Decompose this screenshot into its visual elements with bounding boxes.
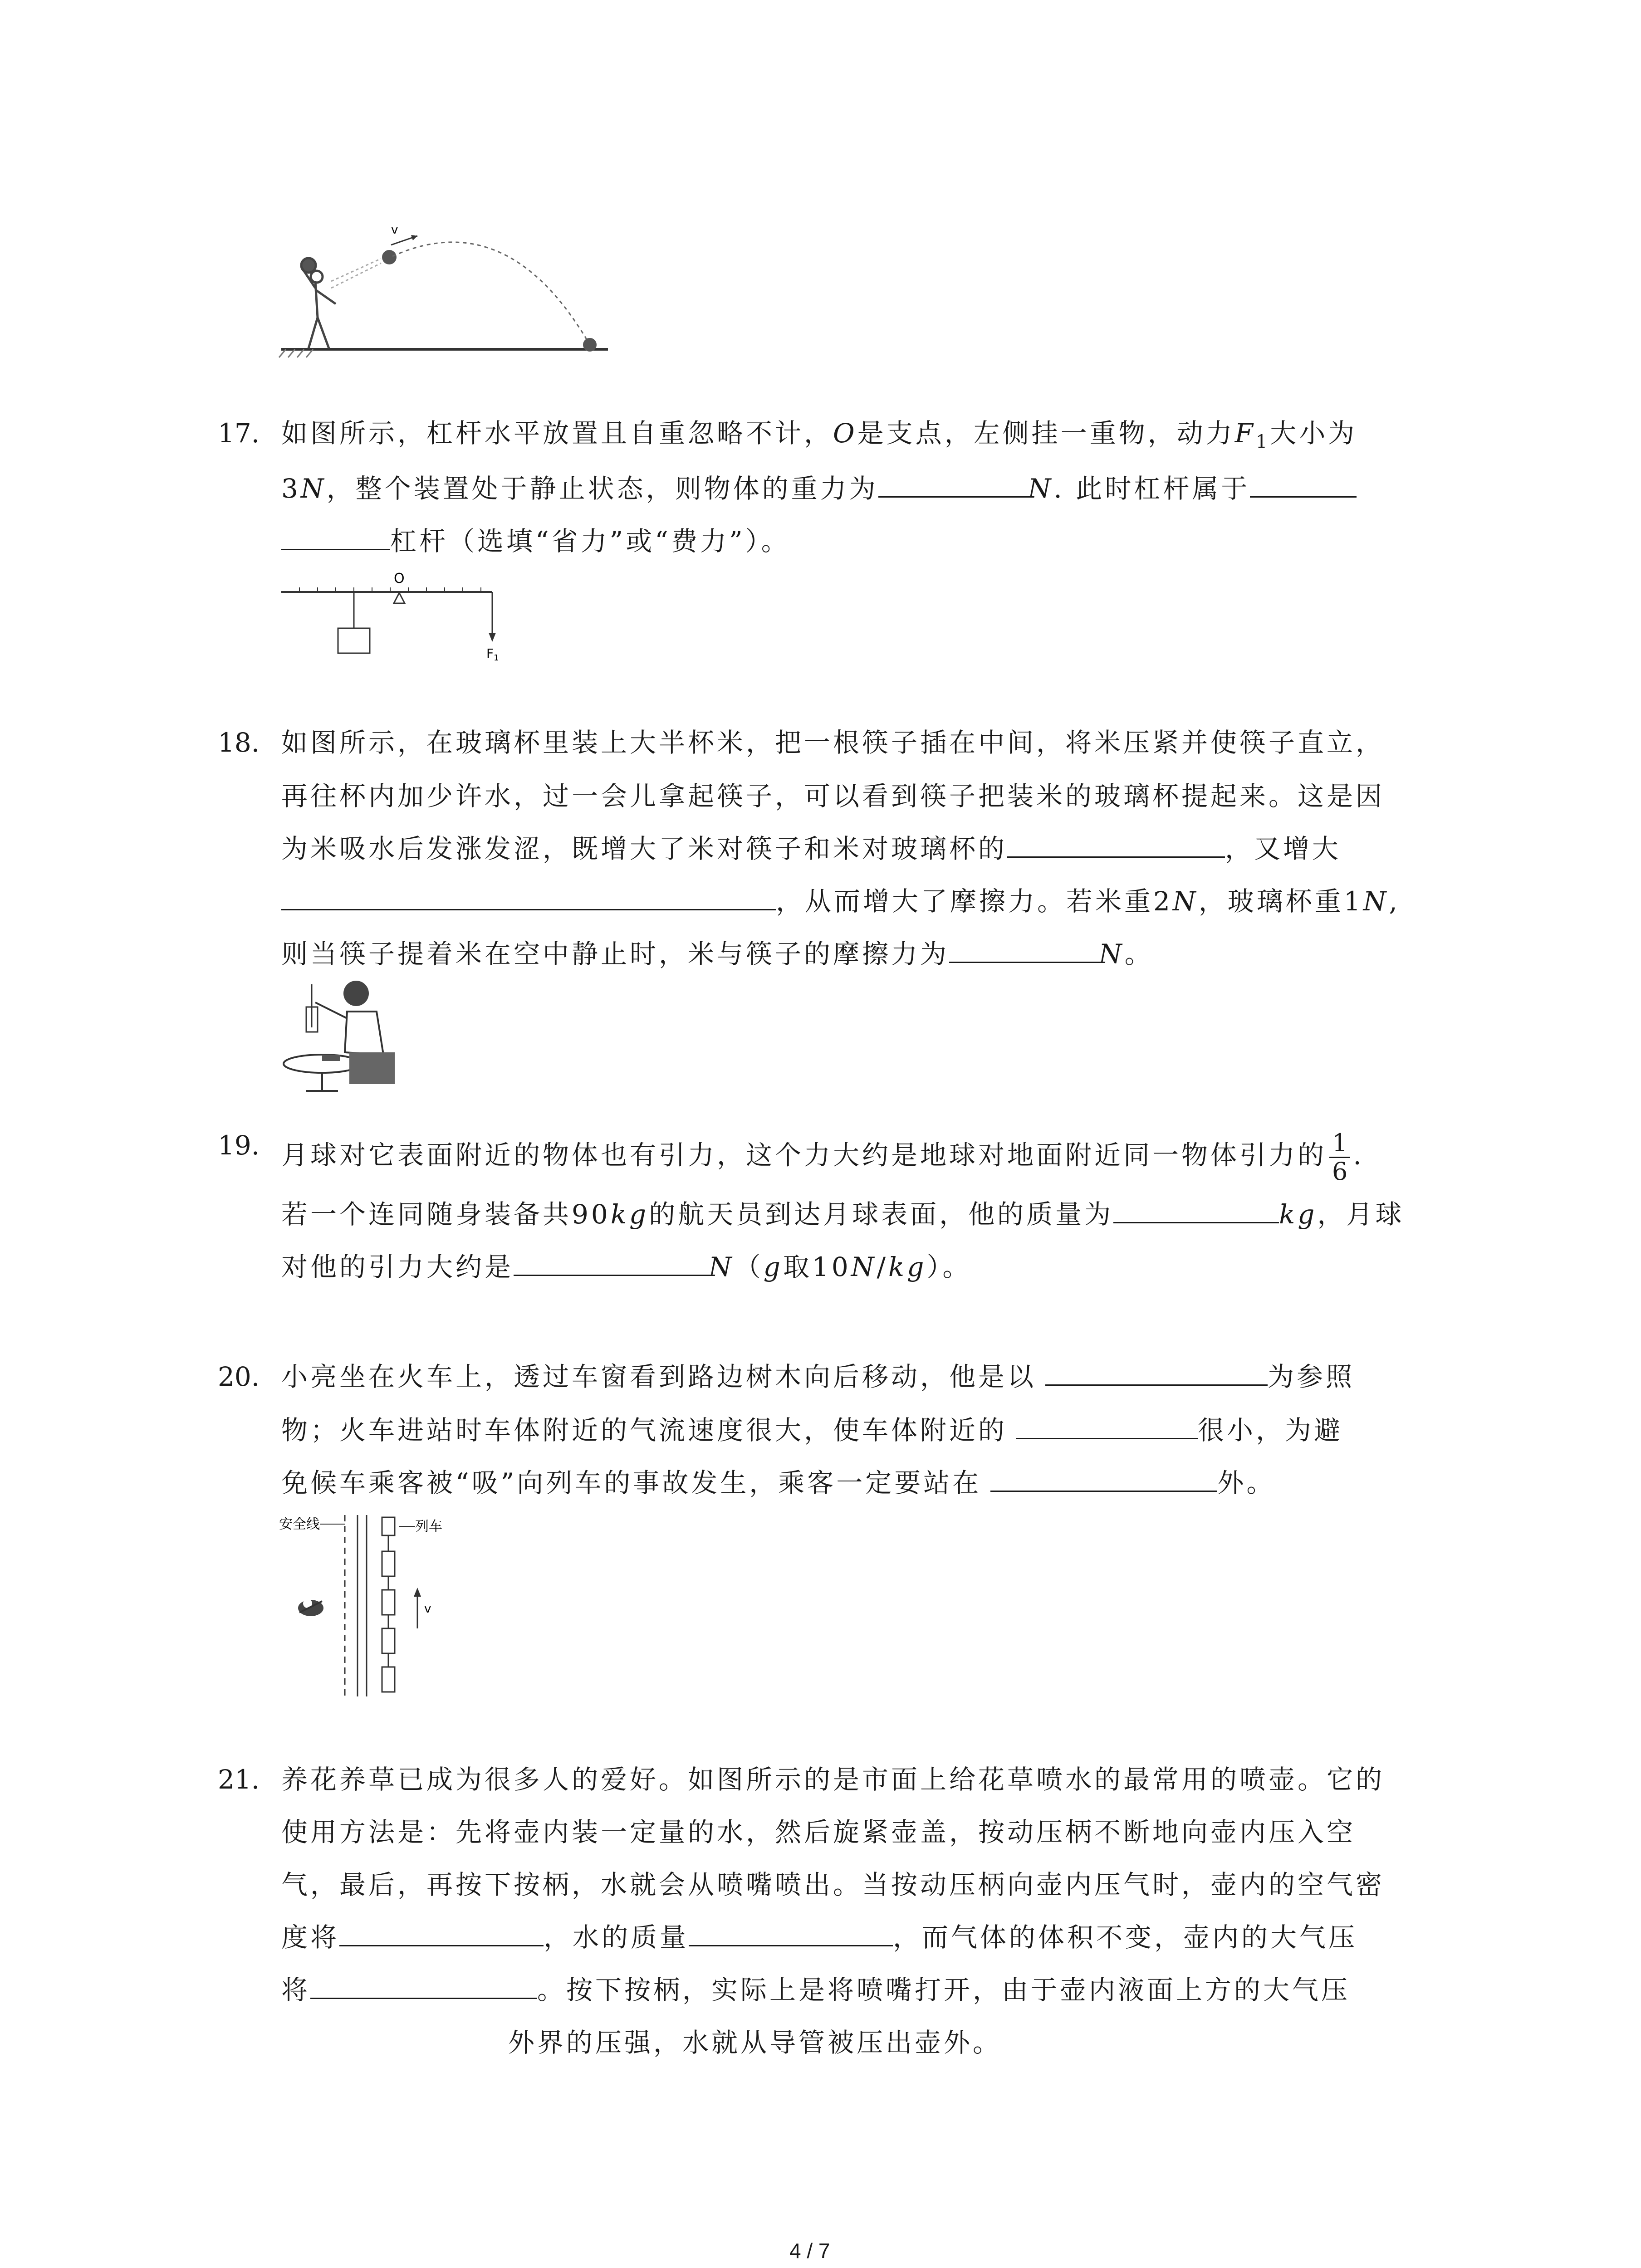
answer-blank[interactable] — [514, 1251, 709, 1276]
platform-figure — [277, 1510, 485, 1701]
q17-line1: 如图所示，杠杆水平放置且自重忽略不计，O是支点，左侧挂一重物，动力$F_1$大小为 — [281, 418, 1357, 452]
answer-blank[interactable] — [1250, 473, 1357, 498]
q21-line3: 气，最后，再按下按柄，水就会从喷嘴喷出。当按动压柄向壶内压气时，壶内的空气密 — [281, 1869, 1385, 1900]
passenger-icon — [298, 1599, 323, 1616]
answer-blank[interactable] — [281, 525, 390, 550]
answer-blank[interactable] — [339, 1921, 544, 1946]
q20-number: 20. — [218, 1361, 260, 1392]
q20-line2: 物；火车进站时车体附近的气流速度很大，使车体附近的 很小，为避 — [281, 1415, 1343, 1446]
answer-blank[interactable] — [1007, 833, 1225, 858]
projectile-figure — [272, 213, 617, 363]
page-number: 4 / 7 — [789, 2239, 830, 2263]
answer-blank[interactable] — [310, 1974, 537, 1999]
q21-line2: 使用方法是：先将壶内装一定量的水，然后旋紧壶盖，按动压柄不断地向壶内压入空 — [281, 1817, 1356, 1848]
q20-line3: 免候车乘客被“吸”向列车的事故发生，乘客一定要站在 外。 — [281, 1467, 1276, 1498]
velocity-label: v — [391, 223, 398, 237]
q17-line3: 杠杆（选填“省力”或“费力”）。 — [281, 525, 790, 557]
q19-line3: 对他的引力大约是 N（g取10N/kg）。 — [281, 1251, 972, 1282]
answer-blank[interactable] — [281, 885, 776, 910]
safety-line-label: 安全线 — [279, 1516, 320, 1532]
fraction: $\frac{1}{6}$ — [1329, 1129, 1350, 1185]
lever-figure — [277, 567, 531, 667]
answer-blank[interactable] — [689, 1921, 893, 1946]
q18-line3: 为米吸水后发涨发涩，既增大了米对筷子和米对玻璃杯的 ，又增大 — [281, 833, 1342, 864]
q18-line1: 如图所示，在玻璃杯里装上大半杯米，把一根筷子插在中间，将米压紧并使筷子直立， — [281, 727, 1385, 758]
q19-line2: 若一个连同随身装备共90kg的航天员到达月球表面，他的质量为 kg，月球 — [281, 1199, 1405, 1230]
q17-line2: 3N，整个装置处于静止状态，则物体的重力为 N. 此时杠杆属于 — [281, 473, 1357, 504]
answer-blank[interactable] — [878, 473, 1028, 498]
answer-blank[interactable] — [1016, 1414, 1198, 1439]
answer-blank[interactable] — [1045, 1361, 1268, 1386]
q21-line1: 养花养草已成为很多人的爱好。如图所示的是市面上给花草喷水的最常用的喷壶。它的 — [281, 1764, 1385, 1795]
q21-number: 21. — [218, 1764, 260, 1795]
pivot-label: O — [394, 571, 405, 587]
chopstick-rice-figure — [279, 975, 406, 1093]
answer-blank[interactable] — [990, 1467, 1217, 1492]
q18-line4: ，从而增大了摩擦力。若米重2N，玻璃杯重1N, — [281, 885, 1400, 917]
answer-blank[interactable] — [1113, 1198, 1279, 1223]
q17-number: 17. — [218, 418, 260, 449]
q19-line1: 月球对它表面附近的物体也有引力，这个力大约是地球对地面附近同一物体引力的 $\frac{1}{6}$ . — [281, 1129, 1364, 1186]
q21-line4: 度将 ，水的质量 ，而气体的体积不变，壶内的大气压 — [281, 1922, 1358, 1953]
q21-line6: 外界的压强，水就从导管被压出壶外。 — [508, 2027, 1002, 2058]
force-label: $F_1$ — [486, 646, 499, 663]
answer-blank[interactable] — [949, 938, 1099, 963]
q18-number: 18. — [218, 727, 260, 758]
q18-line5: 则当筷子提着米在空中静止时，米与筷子的摩擦力为 N。 — [281, 938, 1154, 969]
q18-line2: 再往杯内加少许水，过一会儿拿起筷子，可以看到筷子把装米的玻璃杯提起来。这是因 — [281, 781, 1385, 811]
q20-line1: 小亮坐在火车上，透过车窗看到路边树木向后移动，他是以 为参照 — [281, 1361, 1355, 1392]
velocity-label: v — [424, 1602, 431, 1616]
q21-line5: 将 。按下按柄，实际上是将喷嘴打开，由于壶内液面上方的大气压 — [281, 1975, 1351, 2005]
q19-number: 19. — [218, 1130, 260, 1161]
train-label: 列车 — [415, 1519, 442, 1535]
